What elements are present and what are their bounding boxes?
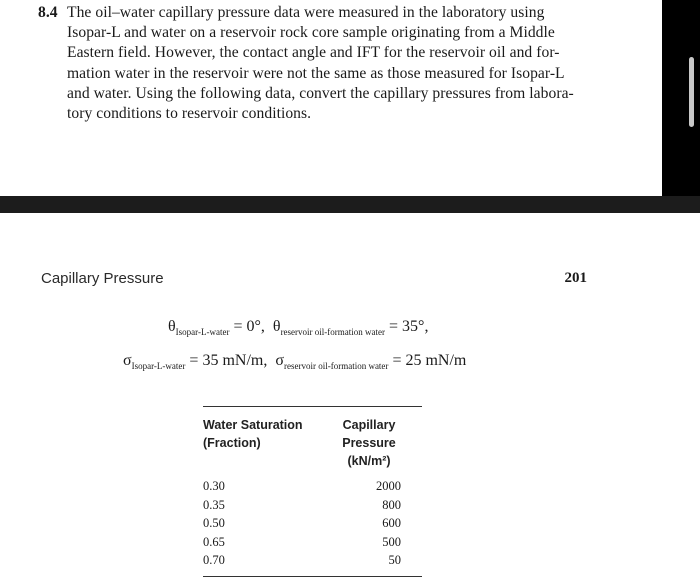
sigma-isopar-value: = 35 mN/m, [185, 352, 268, 369]
page-number: 201 [564, 270, 587, 286]
capillary-pressure-cell: 50 [388, 553, 401, 568]
table-row [203, 496, 422, 515]
theta-symbol: θ [168, 318, 176, 335]
capillary-pressure-cell: 500 [382, 534, 401, 549]
header-capillary-pressure [316, 416, 422, 470]
theta-isopar-value: = 0°, [229, 318, 265, 335]
water-saturation-cell: 0.50 [203, 516, 225, 531]
table-header [203, 407, 422, 470]
capillary-pressure-cell: 800 [382, 497, 401, 512]
theta-reservoir-value: = 35°, [385, 318, 429, 335]
header-pc-line2: (kN/m²) [347, 454, 391, 468]
water-saturation-cell: 0.35 [203, 497, 225, 512]
sigma-symbol-2: σ [275, 352, 284, 369]
problem-number: 8.4 [38, 4, 58, 21]
problem-text: The oil–water capillary pressure data were measured in the laboratory using [67, 4, 545, 21]
theta-symbol-2: θ [272, 318, 281, 335]
water-saturation-cell: 0.30 [203, 479, 225, 493]
capillary-pressure-cell: 2000 [376, 479, 401, 493]
theta-isopar-subscript: Isopar-L-water [175, 327, 230, 337]
header-pc-line1: Capillary Pressure [342, 418, 396, 450]
problem-line-3: Eastern field. However, the contact angle and IFT for the reservoir oil and for- [67, 44, 560, 62]
water-saturation-cell: 0.65 [203, 534, 225, 549]
page-divider [0, 196, 700, 213]
header-water-saturation [203, 416, 316, 470]
table-row [203, 551, 422, 570]
problem-line-1 [38, 3, 598, 23]
header-ws-line2: (Fraction) [203, 436, 261, 450]
running-head: Capillary Pressure [41, 270, 164, 287]
ift-equation [123, 352, 466, 371]
capillary-pressure-cell: 600 [382, 516, 401, 531]
contact-angle-equation [168, 318, 428, 337]
table-row [203, 477, 422, 496]
sigma-reservoir-value: = 25 mN/m [388, 352, 467, 369]
sigma-isopar-subscript: Isopar-L-water [131, 361, 186, 371]
problem-statement [38, 3, 598, 124]
table-row [203, 514, 422, 533]
problem-line-2: Isopar-L and water on a reservoir rock core sample originating from a Middle [67, 24, 555, 42]
table-body [203, 470, 422, 576]
sigma-reservoir-subscript: reservoir oil-formation water [283, 361, 389, 371]
capillary-pressure-table [203, 406, 422, 577]
scrollbar-track[interactable] [662, 0, 700, 196]
water-saturation-cell: 0.70 [203, 553, 225, 568]
scrollbar-thumb[interactable] [689, 57, 694, 127]
problem-line-6: tory conditions to reservoir conditions. [67, 105, 312, 123]
table-row [203, 533, 422, 552]
problem-line-5: and water. Using the following data, convert the capillary pressures from labora- [67, 84, 574, 102]
sigma-symbol: σ [123, 352, 132, 369]
problem-line-4: mation water in the reservoir were not the same as those measured for Isopar-L [67, 64, 565, 82]
theta-reservoir-subscript: reservoir oil-formation water [280, 327, 386, 337]
header-ws-line1: Water Saturation [203, 418, 303, 432]
